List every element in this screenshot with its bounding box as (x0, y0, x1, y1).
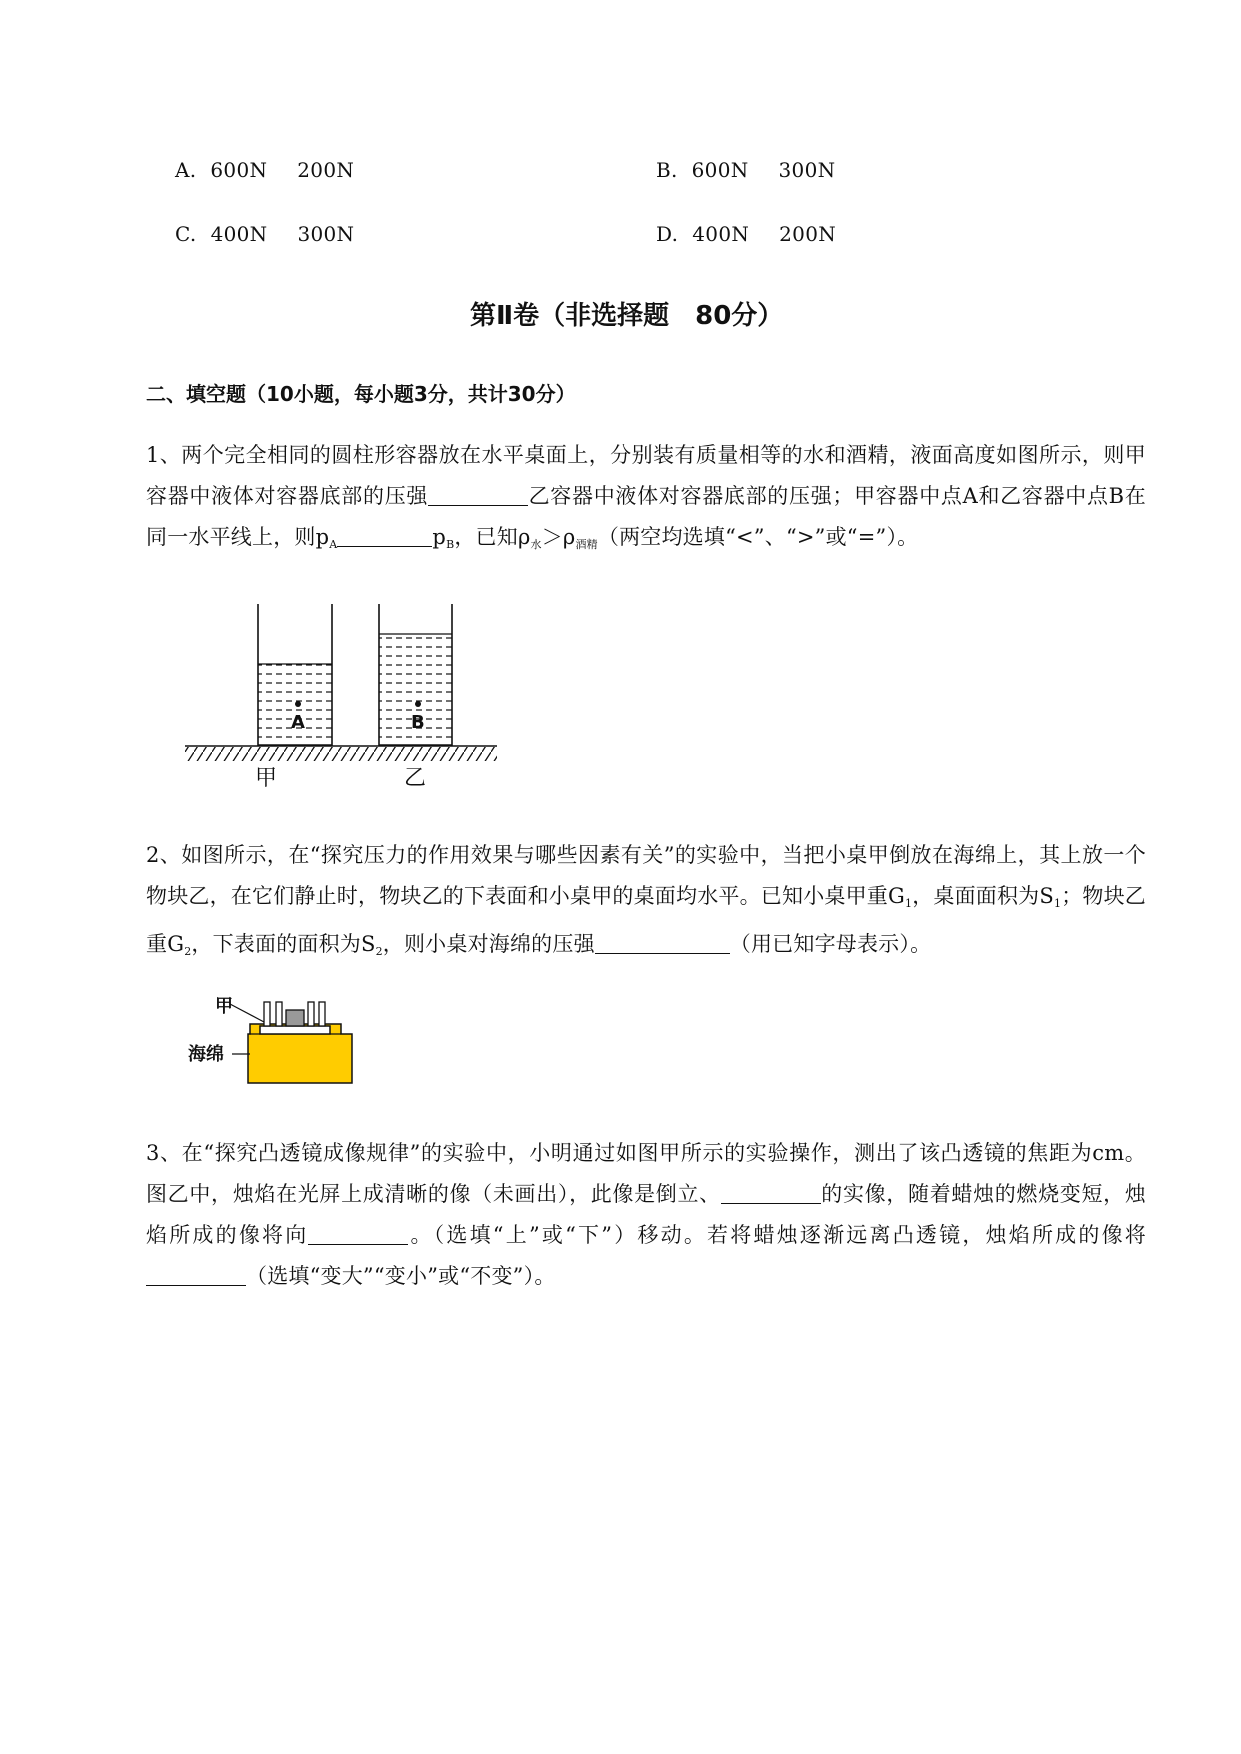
answer-blank[interactable] (146, 1263, 246, 1286)
section-title: 二、填空题（10小题，每小题3分，共计30分） (146, 382, 576, 406)
answer-blank[interactable] (337, 524, 432, 547)
leader-line-table (230, 1004, 264, 1022)
table-leg (276, 1002, 282, 1026)
sponge-figure (180, 992, 360, 1092)
option-b: B. 600N 300N (656, 158, 836, 182)
option-c: C. 400N 300N (175, 222, 355, 246)
label-a: A (291, 712, 305, 733)
containers-figure (185, 598, 505, 798)
label-b: B (411, 712, 425, 733)
question-2: 2、如图所示，在“探究压力的作用效果与哪些因素有关”的实验中，当把小桌甲倒放在海绵上，其上放一个物块乙，在它们静止时，物块乙的下表面和小桌甲的桌面均水平。已知小桌甲重$G_1$，桌面面积为$S_1$；物块乙重$G_2$，下表面的面积为$S_2$，则小桌对海绵的压强 （用已知字母表示）。 (146, 843, 1146, 958)
point-a (295, 701, 301, 707)
block-yi (286, 1010, 304, 1026)
question-3: 3、在“探究凸透镜成像规律”的实验中，小明通过如图甲所示的实验操作，测出了该凸透镜的焦距为cm。图乙中，烛焰在光屏上成清晰的像（未画出），此像是倒立、 的实像，随着蜡烛的燃烧变短，烛焰所成的像将向 。（选填“上”或“下”）移动。若将蜡烛逐渐远离凸透镜，烛焰所成的像将（选填“变大”“变小”或“不变”）。 (146, 1141, 1147, 1288)
table-leg (308, 1002, 314, 1026)
answer-blank[interactable] (308, 1222, 408, 1245)
answer-blank[interactable] (428, 483, 528, 506)
label-table-jia: 甲 (215, 996, 233, 1017)
label-sponge: 海绵 (188, 1044, 224, 1065)
option-a: A. 600N 200N (175, 158, 355, 182)
label-yi: 乙 (404, 766, 427, 791)
table-top (260, 1026, 330, 1034)
ground-hatch (185, 747, 497, 761)
answer-blank[interactable] (595, 931, 730, 954)
table-leg (319, 1002, 325, 1026)
point-b (415, 701, 421, 707)
label-jia: 甲 (255, 766, 278, 791)
option-d: D. 400N 200N (656, 222, 837, 246)
answer-blank[interactable] (721, 1181, 821, 1204)
question-1: 1、两个完全相同的圆柱形容器放在水平桌面上，分别装有质量相等的水和酒精，液面高度如图所示，则甲容器中液体对容器底部的压强 乙容器中液体对容器底部的压强；甲容器中点A和乙容器中点B在同一水平线上，则$p_A$ $p_B$，已知$\rho_水>\rho_{酒精}$（两空均选填“<”、“>”或“=”）。 (146, 443, 1146, 551)
part-title: 第Ⅱ卷（非选择题 80分） (470, 301, 784, 331)
table-leg (264, 1002, 270, 1026)
